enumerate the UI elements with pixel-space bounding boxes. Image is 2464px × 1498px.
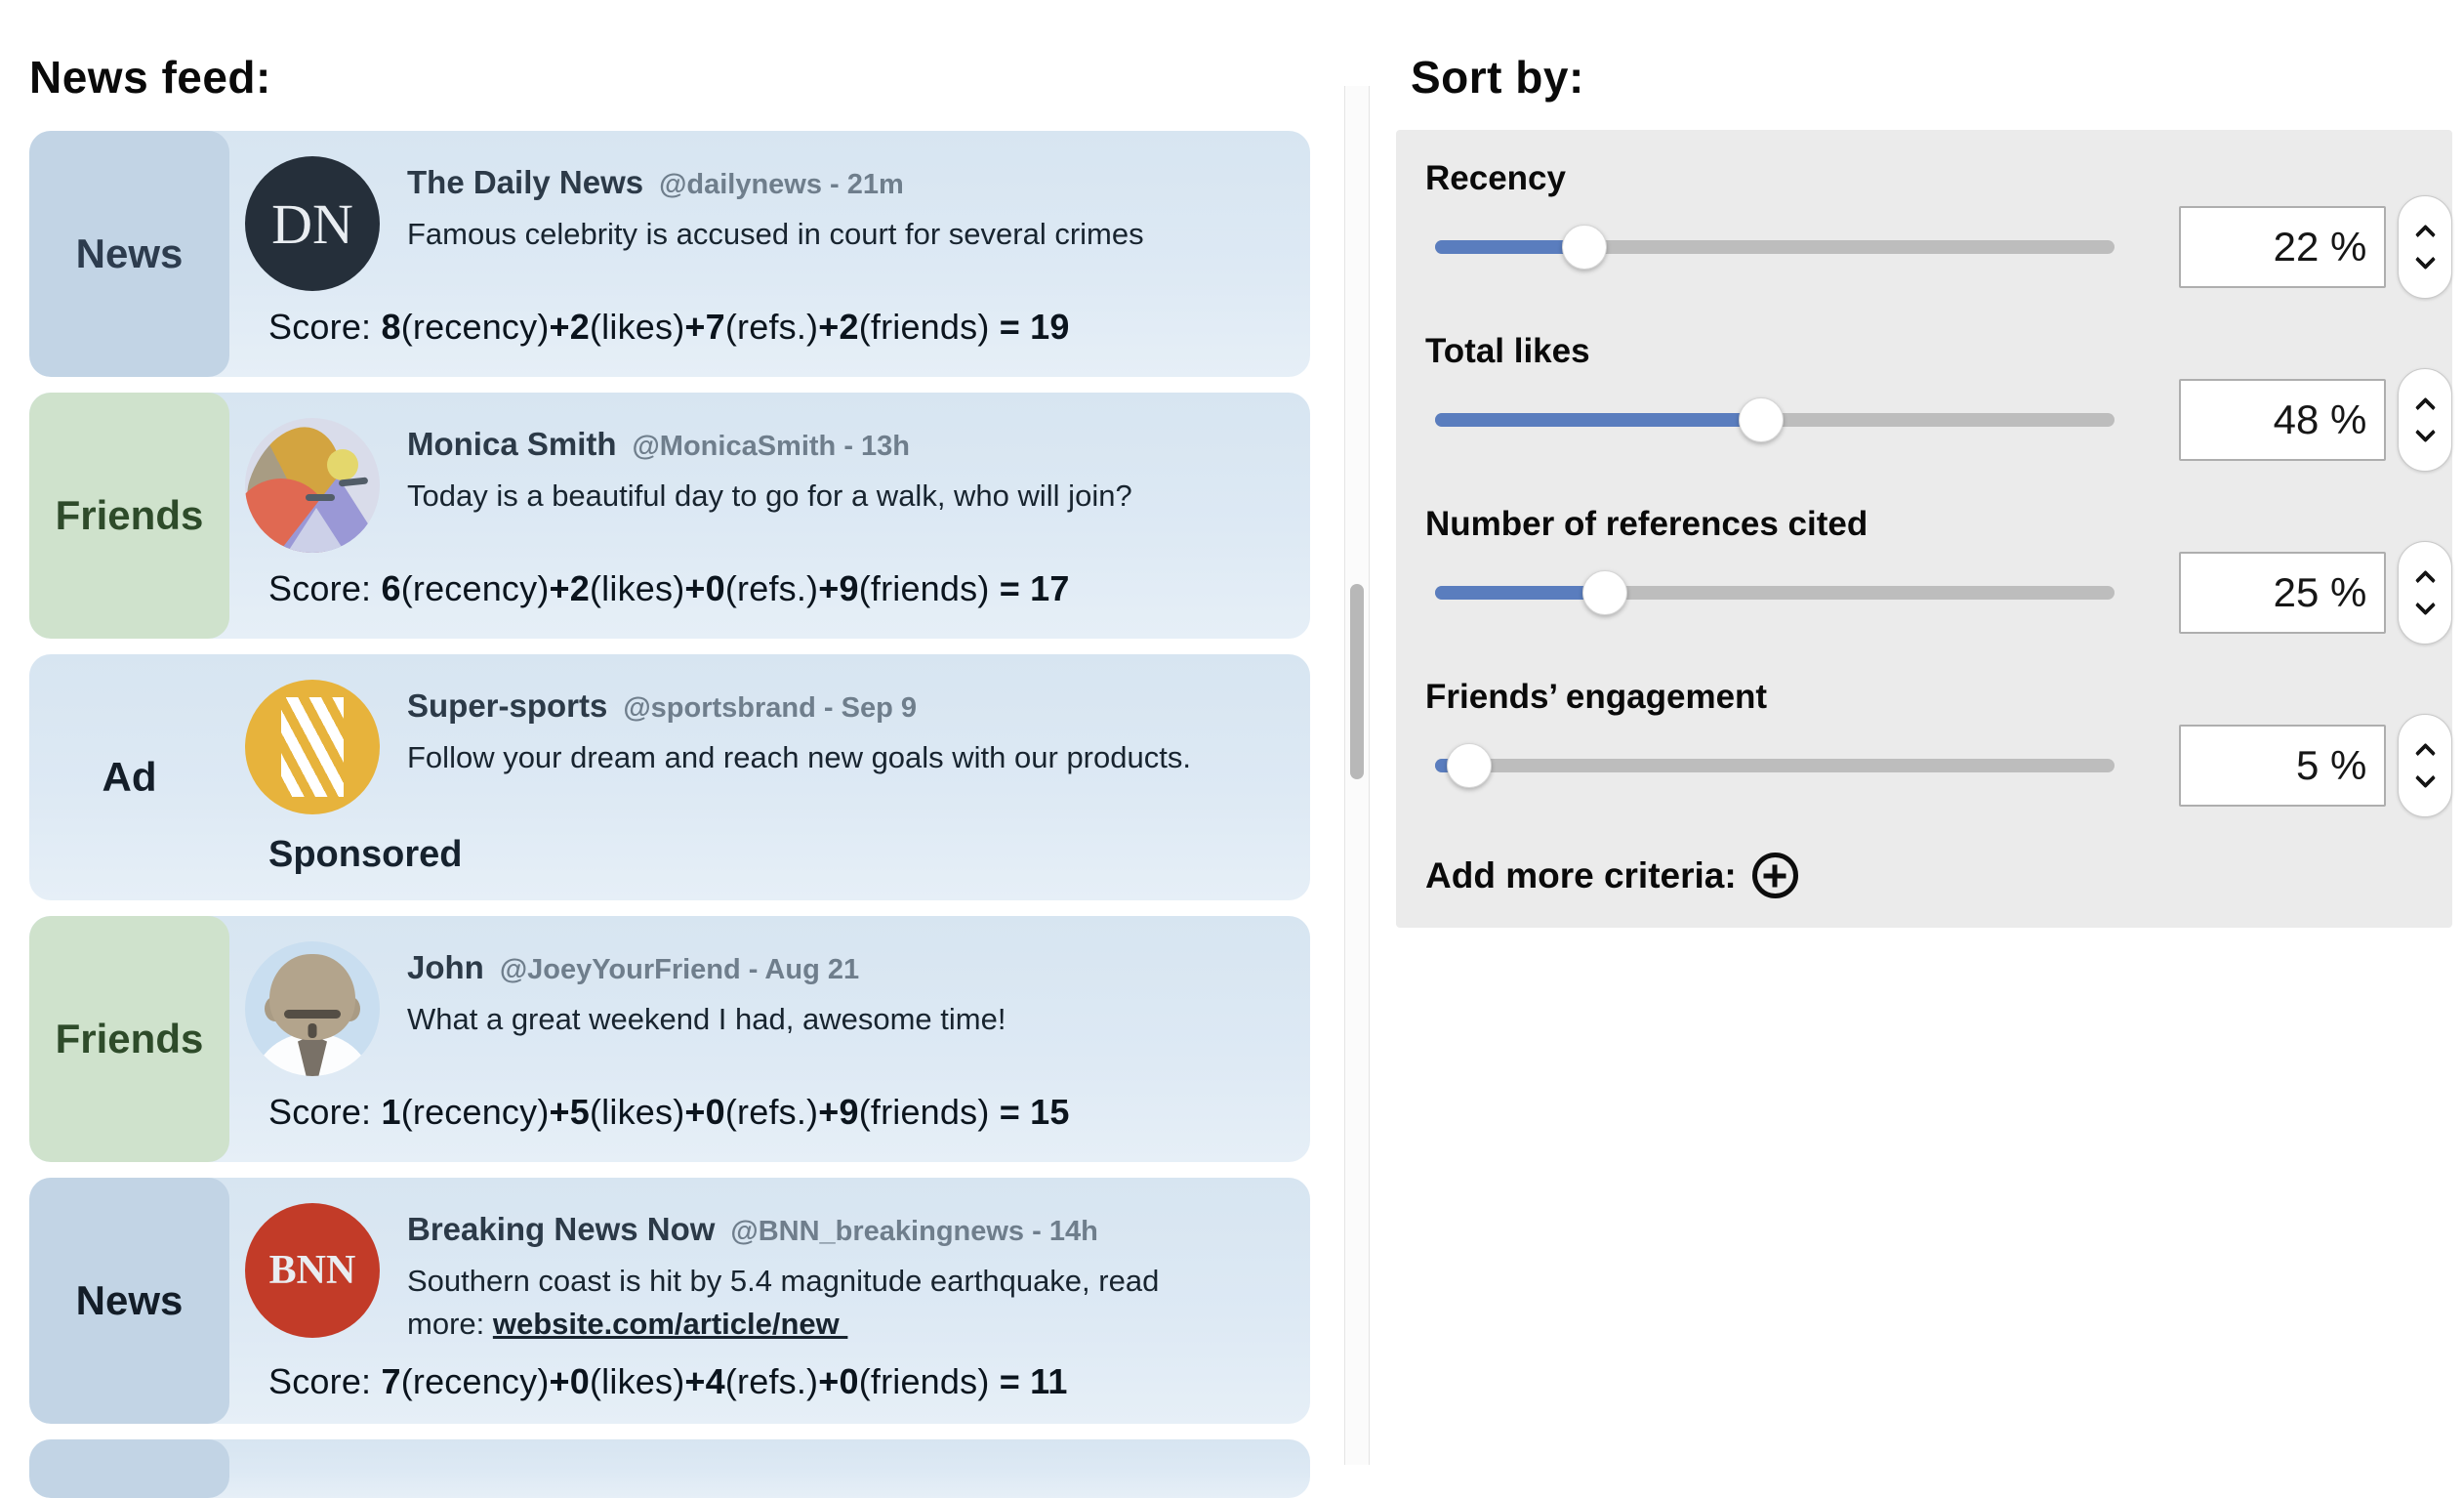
landscape-avatar	[245, 418, 380, 553]
references-cited-weight-input[interactable]: 25 %	[2179, 552, 2387, 634]
slider-fill	[1435, 413, 1761, 427]
post-message: What a great weekend I had, awesome time!	[407, 1002, 1006, 1036]
sponsored-label: Sponsored	[268, 834, 463, 875]
post-top-row	[245, 680, 1287, 814]
feed-post-super-sports[interactable]	[29, 654, 1310, 900]
chevron-down-icon	[2415, 422, 2436, 442]
chevron-down-icon	[2415, 595, 2436, 615]
references-cited-slider-thumb[interactable]	[1582, 570, 1627, 615]
criterion-controls-recency	[1435, 195, 2452, 299]
post-top-row	[245, 418, 1287, 553]
post-handle-and-time: @BNN_breakingnews - 14h	[730, 1216, 1098, 1247]
next-post-partial[interactable]	[29, 1439, 1310, 1498]
score-line: Score: 7(recency)+0(likes)+4(refs.)+0(friends) = 11	[268, 1361, 1068, 1402]
total-likes-weight-input[interactable]: 48 %	[2179, 379, 2387, 461]
post-top-row	[245, 1203, 1287, 1346]
bird-dash	[306, 494, 335, 501]
post-author: Breaking News Now	[407, 1211, 716, 1247]
friends-engagement-slider-thumb[interactable]	[1447, 743, 1492, 788]
post-message: Southern coast is hit by 5.4 magnitude earthquake, read more: website.com/article/new	[407, 1264, 1160, 1342]
recency-slider-thumb[interactable]	[1562, 225, 1607, 270]
friends-engagement-stepper[interactable]	[2398, 714, 2452, 817]
criterion-label-total-likes: Total likes	[1425, 332, 1590, 370]
daily-news-logo-text: DN	[271, 191, 353, 256]
post-body-area	[229, 654, 1310, 900]
post-top-row	[245, 941, 1287, 1076]
post-message: Today is a beautiful day to go for a walk, who will join?	[407, 479, 1132, 513]
daily-news-logo	[245, 156, 380, 291]
criterion-controls-references-cited	[1435, 541, 2452, 645]
post-header	[407, 1211, 1159, 1248]
post-body-area	[229, 393, 1310, 639]
score-line: Score: 8(recency)+2(likes)+7(refs.)+2(friends) = 19	[268, 307, 1070, 347]
post-handle-and-time: @MonicaSmith - 13h	[632, 431, 911, 462]
chevron-down-icon	[2415, 249, 2436, 270]
sort-title: Sort by:	[1411, 52, 1584, 103]
references-cited-stepper[interactable]	[2398, 541, 2452, 645]
chevron-up-icon	[2415, 743, 2436, 764]
category-badge-friends: Friends	[29, 916, 229, 1162]
post-text-block	[407, 1203, 1159, 1346]
category-badge-friends: Friends	[29, 393, 229, 639]
recency-weight-input[interactable]: 22 %	[2179, 206, 2387, 288]
category-badge-ad: Ad	[102, 754, 157, 800]
criterion-recency	[1425, 161, 2452, 299]
diagonal-stripes-glyph	[281, 697, 344, 797]
post-body-area	[229, 1178, 1310, 1424]
post-author: Super-sports	[407, 687, 608, 724]
post-handle-and-time: @dailynews - 21m	[659, 169, 904, 200]
post-header	[407, 687, 1191, 725]
criterion-total-likes	[1425, 334, 2452, 472]
total-likes-stepper[interactable]	[2398, 368, 2452, 472]
references-cited-stepper-down[interactable]	[2418, 601, 2433, 615]
criterion-friends-engagement	[1425, 680, 2452, 817]
category-badge-news: News	[29, 131, 229, 377]
friends-engagement-stepper-up[interactable]	[2418, 743, 2433, 758]
recency-stepper[interactable]	[2398, 195, 2452, 299]
total-likes-stepper-down[interactable]	[2418, 428, 2433, 442]
score-line: Score: 1(recency)+5(likes)+0(refs.)+9(friends) = 15	[268, 1092, 1070, 1132]
post-body-area	[229, 1439, 1310, 1498]
post-text-block	[407, 418, 1132, 518]
references-cited-stepper-up[interactable]	[2418, 570, 2433, 585]
chevron-up-icon	[2415, 397, 2436, 418]
chin-shape	[308, 1023, 317, 1038]
bnn-logo	[245, 1203, 380, 1338]
friends-engagement-weight-input[interactable]: 5 %	[2179, 725, 2387, 807]
post-header	[407, 426, 1132, 463]
bnn-logo-text: BNN	[268, 1248, 356, 1293]
post-body-area	[229, 916, 1310, 1162]
feed-scrollbar[interactable]	[1344, 86, 1370, 1465]
friends-engagement-slider[interactable]	[1435, 759, 2115, 772]
criterion-controls-friends-engagement	[1435, 714, 2452, 817]
chevron-up-icon	[2415, 570, 2436, 591]
post-body-area	[229, 131, 1310, 377]
post-handle-and-time: @JoeyYourFriend - Aug 21	[499, 954, 860, 985]
post-top-row	[245, 156, 1287, 291]
feed-card-list	[29, 131, 1310, 1498]
post-header	[407, 949, 1006, 986]
chevron-down-icon	[2415, 768, 2436, 788]
criterion-label-friends-engagement: Friends’ engagement	[1425, 678, 1768, 716]
score-line: Score: 6(recency)+2(likes)+0(refs.)+9(friends) = 17	[268, 568, 1070, 608]
total-likes-slider-thumb[interactable]	[1739, 397, 1784, 442]
criteria-list	[1425, 161, 2452, 817]
criterion-label-references-cited: Number of references cited	[1425, 505, 1869, 543]
feed-title: News feed:	[29, 52, 271, 103]
friends-engagement-stepper-down[interactable]	[2418, 773, 2433, 788]
glasses-shape	[284, 1010, 341, 1019]
add-more-row	[1425, 853, 2452, 898]
post-author: John	[407, 949, 484, 985]
post-header	[407, 164, 1144, 201]
post-author: The Daily News	[407, 164, 644, 200]
criterion-controls-total-likes	[1435, 368, 2452, 472]
feed-scrollbar-thumb[interactable]	[1350, 584, 1364, 779]
post-text-block	[407, 156, 1144, 256]
add-more-label: Add more criteria:	[1425, 854, 1737, 895]
post-author: Monica Smith	[407, 426, 617, 462]
post-text-block	[407, 941, 1006, 1041]
post-message: Follow your dream and reach new goals with our products.	[407, 740, 1191, 774]
add-criteria-plus-icon[interactable]	[1752, 853, 1798, 898]
post-article-link[interactable]: website.com/article/new	[492, 1307, 848, 1342]
references-cited-slider[interactable]	[1435, 586, 2115, 600]
chevron-up-icon	[2415, 225, 2436, 245]
post-handle-and-time: @sportsbrand - Sep 9	[623, 692, 917, 724]
slider-fill	[1435, 586, 1605, 600]
criterion-references-cited	[1425, 507, 2452, 645]
feed-post-monica-smith[interactable]	[29, 393, 1310, 639]
feed-post-daily-news[interactable]	[29, 131, 1310, 377]
sports-brand-logo	[245, 680, 380, 814]
category-badge-news	[29, 1439, 229, 1498]
sun-shape	[327, 449, 358, 480]
person-avatar	[245, 941, 380, 1076]
recency-slider[interactable]	[1435, 240, 2115, 254]
category-badge-news: News	[29, 1178, 229, 1424]
news-feed-column	[29, 51, 1310, 1498]
criterion-label-recency: Recency	[1425, 159, 1566, 197]
post-text-block	[407, 680, 1191, 779]
sort-panel	[1396, 130, 2452, 928]
total-likes-slider[interactable]	[1435, 413, 2115, 427]
recency-stepper-up[interactable]	[2418, 225, 2433, 239]
feed-post-john[interactable]	[29, 916, 1310, 1162]
recency-stepper-down[interactable]	[2418, 255, 2433, 270]
total-likes-stepper-up[interactable]	[2418, 397, 2433, 412]
feed-post-breaking-news-now[interactable]	[29, 1178, 1310, 1424]
post-message: Famous celebrity is accused in court for several crimes	[407, 217, 1144, 251]
